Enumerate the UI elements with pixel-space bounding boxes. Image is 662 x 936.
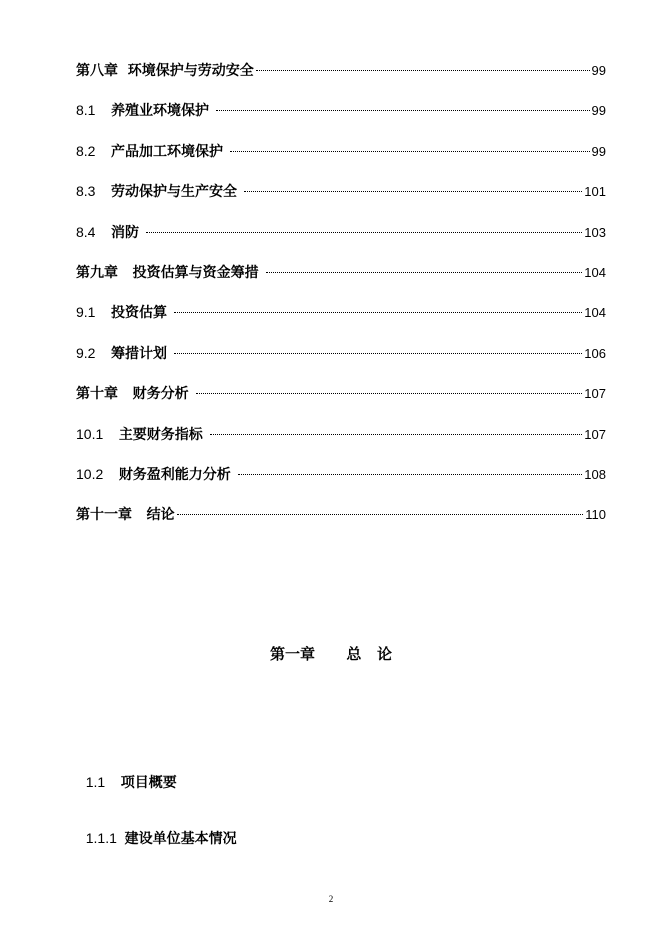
toc-dot-leader [230,151,590,152]
toc-entry-number: 10.2 [76,465,119,482]
toc-entry-chapter-11[interactable] [76,504,606,544]
toc-entry-8-1[interactable] [76,100,606,140]
toc-entry-title: 财务盈利能力分析 [118,466,236,483]
toc-entry-number: 8.4 [76,223,112,240]
toc-dot-leader [177,514,584,515]
toc-entry-page: 99 [591,103,606,119]
toc-entry-page: 107 [584,386,606,402]
section-number: 1.1.1 [85,830,125,846]
toc-entry-title: 第十一章 结论 [76,507,175,524]
toc-dot-leader [210,434,583,435]
toc-entry-page: 99 [591,143,606,159]
toc-entry-title: 消防 [111,224,144,241]
toc-dot-leader [174,353,582,354]
toc-entry-page: 101 [584,184,606,200]
toc-dot-leader [174,312,582,313]
section-heading-1-1 [76,756,177,792]
toc-dot-leader [266,272,583,273]
toc-dot-leader [216,110,590,111]
toc-entry-title: 第八章 环境保护与劳动安全 [76,63,254,79]
toc-entry-page: 110 [585,507,606,523]
toc-entry-chapter-8[interactable] [76,60,606,100]
toc-entry-title: 投资估算 [111,305,172,322]
toc-entry-page: 107 [584,426,606,442]
toc-entry-page: 99 [591,63,606,78]
toc-dot-leader [146,232,582,233]
toc-entry-8-4[interactable] [76,222,606,262]
toc-entry-number: 8.1 [76,102,112,119]
table-of-contents [76,60,606,545]
section-title: 建设单位基本情况 [124,831,237,847]
toc-entry-title: 产品加工环境保护 [111,143,228,160]
toc-entry-page: 104 [584,264,606,280]
toc-entry-8-3[interactable] [76,181,606,221]
toc-entry-10-2[interactable] [76,464,606,504]
toc-entry-title: 第十章 财务分析 [76,386,194,403]
toc-entry-9-2[interactable] [76,343,606,383]
chapter-heading: 第一章 总 论 [269,645,392,663]
toc-entry-page: 106 [584,345,606,361]
toc-entry-page: 103 [584,224,606,240]
toc-entry-9-1[interactable] [76,302,606,342]
toc-entry-title: 养殖业环境保护 [111,103,214,120]
toc-entry-chapter-9[interactable] [76,262,606,302]
toc-dot-leader [238,474,583,475]
toc-entry-page: 104 [584,305,606,321]
toc-entry-title: 主要财务指标 [118,426,208,443]
toc-entry-number: 10.1 [76,425,119,442]
toc-entry-chapter-10[interactable] [76,383,606,423]
toc-entry-title: 第九章 投资估算与资金筹措 [76,264,264,281]
toc-entry-title: 筹措计划 [111,345,172,362]
toc-entry-10-1[interactable] [76,424,606,464]
toc-entry-page: 108 [584,466,606,482]
toc-dot-leader [196,393,583,394]
section-title: 项目概要 [120,775,177,791]
section-number: 1.1 [85,774,121,790]
toc-dot-leader [244,191,582,192]
toc-entry-8-2[interactable] [76,141,606,181]
toc-entry-number: 8.3 [76,183,112,200]
toc-entry-title: 劳动保护与生产安全 [111,184,242,201]
toc-dot-leader [256,70,590,71]
section-heading-1-1-1 [76,812,237,848]
toc-entry-number: 9.1 [76,304,112,321]
toc-entry-number: 9.2 [76,344,112,361]
toc-entry-number: 8.2 [76,142,112,159]
page-number: 2 [328,894,334,904]
